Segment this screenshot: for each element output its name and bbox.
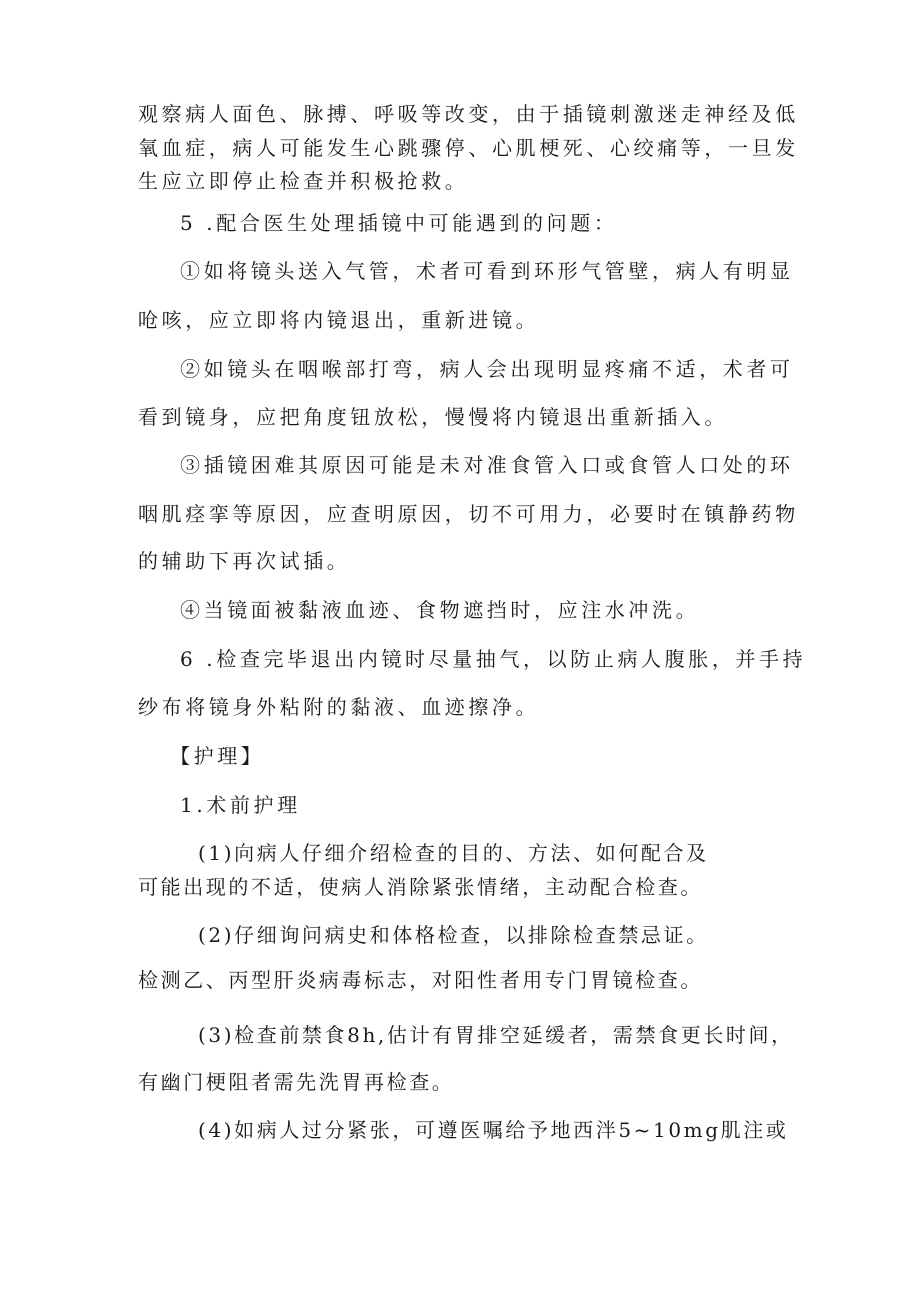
paragraph-line: 纱布将镜身外粘附的黏液、血迹擦净。 bbox=[138, 695, 540, 719]
paragraph-line: 生应立即停止检查并积极抢救。 bbox=[138, 169, 469, 193]
paragraph-line: 看到镜身，应把角度钮放松，慢慢将内镜退出重新插入。 bbox=[138, 405, 728, 429]
list-item-line: 检测乙、丙型肝炎病毒标志，对阳性者用专门胃镜检查。 bbox=[138, 968, 703, 992]
paragraph-line: 观察病人面色、脉搏、呼吸等改变，由于插镜刺激迷走神经及低 bbox=[138, 102, 799, 126]
paragraph-line: ①如将镜头送入气管，术者可看到环形气管壁，病人有明显 bbox=[180, 259, 794, 283]
section-title: 【护理】 bbox=[170, 744, 265, 768]
list-item-line: (2)仔细询问病史和体格检查，以排除检查禁忌证。 bbox=[198, 923, 709, 947]
subsection-heading: 1.术前护理 bbox=[180, 793, 301, 817]
list-item-line: 有幽门梗阻者需先洗胃再检查。 bbox=[138, 1070, 455, 1094]
paragraph-line: 咽肌痉挛等原因，应查明原因，切不可用力，必要时在镇静药物 bbox=[138, 502, 799, 526]
section-heading: 5 .配合医生处理插镜中可能遇到的问题： bbox=[180, 211, 618, 235]
list-item-line: (1)向病人仔细介绍检查的目的、方法、如何配合及 bbox=[198, 841, 709, 865]
paragraph-line: ③插镜困难其原因可能是未对准食管入口或食管人口处的环 bbox=[180, 453, 794, 477]
paragraph-line: 呛咳，应立即将内镜退出，重新进镜。 bbox=[138, 308, 540, 332]
paragraph-line: 氧血症，病人可能发生心跳骤停、心肌梗死、心绞痛等，一旦发 bbox=[138, 136, 799, 160]
list-item-line: (4)如病人过分紧张，可遵医嘱给予地西泮5~10mg肌注或 bbox=[198, 1118, 789, 1142]
list-item-line: 可能出现的不适，使病人消除紧张情绪，主动配合检查。 bbox=[138, 875, 703, 899]
paragraph-line: 的辅助下再次试插。 bbox=[138, 549, 351, 573]
paragraph-line: ②如镜头在咽喉部打弯，病人会出现明显疼痛不适，术者可 bbox=[180, 357, 794, 381]
section-heading: 6 .检查完毕退出内镜时尽量抽气，以防止病人腹胀，并手持 bbox=[180, 647, 807, 671]
list-item-line: (3)检查前禁食8h,估计有胃排空延缓者，需禁食更长时间， bbox=[198, 1023, 794, 1047]
paragraph-line: ④当镜面被黏液血迹、食物遮挡时，应注水冲洗。 bbox=[180, 598, 700, 622]
